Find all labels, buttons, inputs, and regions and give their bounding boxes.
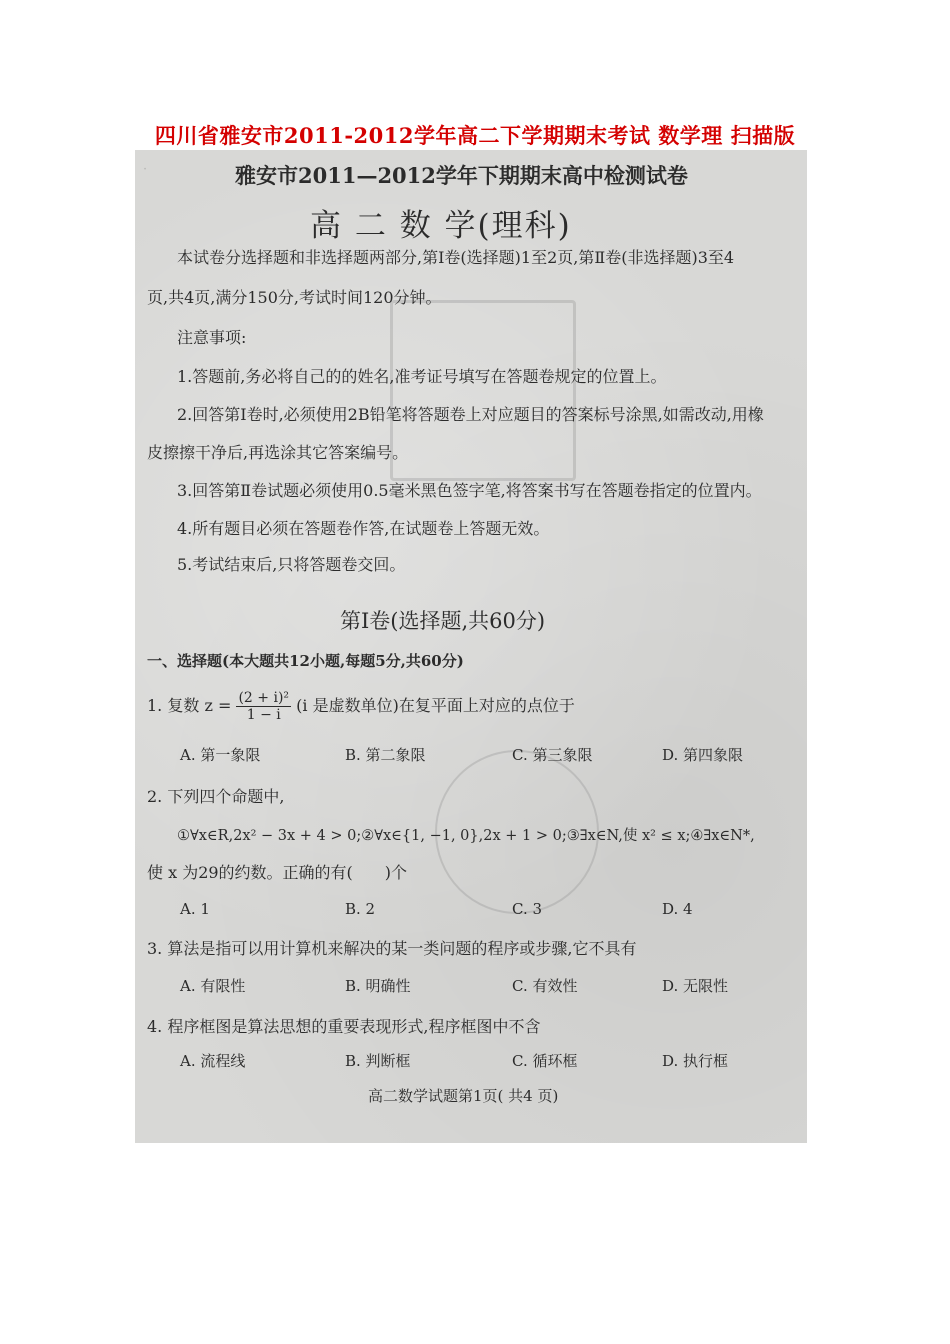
q2-option-a: A. 1 — [180, 900, 210, 918]
q1-suffix: (i 是虚数单位)在复平面上对应的点位于 — [296, 696, 575, 715]
question-2-tail: 使 x 为29的约数。正确的有( )个 — [147, 863, 408, 882]
question-1 — [147, 690, 575, 723]
q1-prefix: 1. 复数 z = — [147, 696, 232, 715]
notice-title: 注意事项: — [177, 328, 247, 347]
exam-subject: 高 二 数 学(理科) — [310, 208, 572, 244]
q2-option-b: B. 2 — [345, 900, 376, 918]
intro-line-1: 本试卷分选择题和非选择题两部分,第Ⅰ卷(选择题)1至2页,第Ⅱ卷(非选择题)3至4 — [177, 248, 735, 267]
notice-2b: 皮擦擦干净后,再选涂其它答案编号。 — [147, 443, 409, 462]
q3-option-c: C. 有效性 — [512, 977, 578, 995]
notice-5: 5.考试结束后,只将答题卷交回。 — [177, 555, 406, 574]
q4-option-a: A. 流程线 — [180, 1052, 246, 1070]
page-footer: 高二数学试题第1页( 共4 页) — [368, 1087, 559, 1105]
q3-option-a: A. 有限性 — [180, 977, 246, 995]
bleed-through-box — [390, 300, 576, 481]
q1-denominator: 1 − i — [246, 707, 281, 723]
q4-option-d: D. 执行框 — [662, 1052, 729, 1070]
q3-option-b: B. 明确性 — [345, 977, 411, 995]
q1-option-a: A. 第一象限 — [180, 746, 261, 764]
notice-4: 4.所有题目必须在答题卷作答,在试题卷上答题无效。 — [177, 519, 550, 538]
q4-option-c: C. 循环框 — [512, 1052, 578, 1070]
q1-option-c: C. 第三象限 — [512, 746, 593, 764]
q1-fraction — [236, 690, 291, 723]
q2-option-d: D. 4 — [662, 900, 693, 918]
part-title: 一、选择题(本大题共12小题,每题5分,共60分) — [147, 652, 464, 670]
q1-numerator: (2 + i)² — [238, 690, 290, 706]
scanned-exam-page: · 雅安市2011—2012学年下期期末高中检测试卷 高 二 数 学(理科) 本试卷分选择题和非选择题两部分,第Ⅰ卷(选择题)1至2页,第Ⅱ卷(非选择题)3至4 页,共4页,满分150分,考试时间120分钟。 注意事项: 1.答题前,务必将自己的的姓名,准考证号填写在答题卷规定的位置上。 2.回答第Ⅰ卷时,必须使用2B铅笔将答题卷上对应题目的答案标号涂黑,如需改动,用橡 皮擦擦干净后,再选涂其它答案编号。 3.回答第Ⅱ卷试题必须使用0.5毫米黑色签字笔,将答案书写在答题卷指定的位置内。 4.所有题目必须在答题卷作答,在试题卷上答题无效。 5.考试结束后,只将答题卷交回。 第Ⅰ卷(选择题,共60分) 一、选择题(本大题共12小题,每题5分,共60分) 1. 复数 z = $\frac{\text{(2 + i)²}}{1 - i}$ (i 是虚数单位)在复平面上对应的点位于 A. 第一象限 B. 第二象限 C. 第三象限 D. 第四象限 2. 下列四个命题中, ①∀x∈R,2x² − 3x + 4 > 0;②∀x∈{1, −1, 0},2x + 1 > 0;③∃x∈N,使 x² ≤ x;④∃x∈N*, 使 x 为29的约数。正确的有( )个 A. 1 B. 2 C. 3 D. 4 3. 算法是指可以用计算机来解决的某一类问题的程序或步骤,它不具有 A. 有限性 B. 明确性 C. 有效性 D. 无限性 4. 程序框图是算法思想的重要表现形式,程序框图中不含 A. 流程线 B. 判断框 C. 循环框 D. 执行框 高二数学试题第1页( 共4 页) — [135, 150, 807, 1143]
question-2: 2. 下列四个命题中, — [147, 787, 285, 806]
exam-header: 雅安市2011—2012学年下期期末高中检测试卷 — [235, 163, 688, 188]
q1-option-d: D. 第四象限 — [662, 746, 744, 764]
question-4: 4. 程序框图是算法思想的重要表现形式,程序框图中不含 — [147, 1017, 541, 1036]
question-2-propositions: ①∀x∈R,2x² − 3x + 4 > 0;②∀x∈{1, −1, 0},2x + 1 > 0;③∃x∈N,使 x² ≤ x;④∃x∈N*, — [177, 828, 755, 844]
q3-option-d: D. 无限性 — [662, 977, 729, 995]
notice-3: 3.回答第Ⅱ卷试题必须使用0.5毫米黑色签字笔,将答案书写在答题卷指定的位置内。 — [177, 481, 762, 500]
notice-1: 1.答题前,务必将自己的的姓名,准考证号填写在答题卷规定的位置上。 — [177, 367, 667, 386]
q1-option-b: B. 第二象限 — [345, 746, 426, 764]
document-title: 四川省雅安市2011-2012学年高二下学期期末考试 数学理 扫描版 — [154, 123, 796, 148]
section-title: 第Ⅰ卷(选择题,共60分) — [340, 609, 546, 633]
question-3: 3. 算法是指可以用计算机来解决的某一类问题的程序或步骤,它不具有 — [147, 939, 637, 958]
q2-option-c: C. 3 — [512, 900, 543, 918]
notice-2a: 2.回答第Ⅰ卷时,必须使用2B铅笔将答题卷上对应题目的答案标号涂黑,如需改动,用橡 — [177, 405, 764, 424]
intro-line-2: 页,共4页,满分150分,考试时间120分钟。 — [147, 288, 442, 307]
q4-option-b: B. 判断框 — [345, 1052, 411, 1070]
